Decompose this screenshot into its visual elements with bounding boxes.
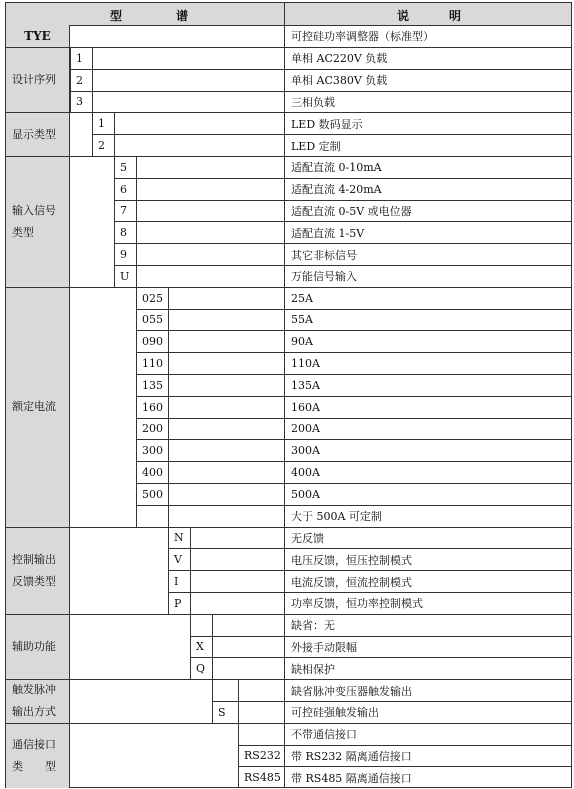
- spacer-cell: [238, 701, 284, 723]
- description-cell: 110A: [284, 352, 571, 374]
- description-cell: 300A: [284, 439, 571, 461]
- code-cell: N: [168, 527, 190, 549]
- code-cell: 2: [70, 69, 92, 91]
- spacer-cell: [92, 91, 284, 113]
- section-label-line: 显示类型: [12, 127, 56, 141]
- description-cell: 适配直流 4-20mA: [284, 178, 571, 200]
- code-cell: [190, 614, 212, 636]
- code-cell: 7: [114, 200, 136, 222]
- header-model-char-1: 型: [110, 9, 123, 23]
- section-label-aux: [6, 614, 70, 679]
- section-label-line: 触发脉冲: [12, 683, 56, 697]
- spacer-cell: [92, 69, 284, 91]
- code-cell: 055: [136, 309, 168, 331]
- spacer-cell: [136, 265, 284, 287]
- model-description: 可控硅功率调整器（标准型）: [284, 25, 571, 47]
- blank-cell: [70, 614, 190, 679]
- code-cell: 3: [70, 91, 92, 113]
- description-cell: 带 RS485 隔离通信接口: [284, 766, 571, 788]
- section-label-line: 控制输出: [12, 552, 56, 566]
- spacer-cell: [168, 330, 284, 352]
- description-cell: 外接手动限幅: [284, 636, 571, 658]
- section-label-line: 类型: [12, 225, 34, 239]
- spacer-cell: [212, 614, 284, 636]
- section-label-line: 设计序列: [12, 73, 56, 87]
- code-cell: RS485: [238, 766, 284, 788]
- description-cell: 缺相保护: [284, 657, 571, 679]
- spacer-cell: [114, 112, 284, 134]
- code-cell: 1: [70, 47, 92, 69]
- blank-cell: [70, 527, 168, 614]
- spacer-cell: [168, 439, 284, 461]
- code-cell: 400: [136, 461, 168, 483]
- spacer-cell: [168, 418, 284, 440]
- spacer-cell: [212, 636, 284, 658]
- code-cell: Q: [190, 657, 212, 679]
- code-cell: 8: [114, 221, 136, 243]
- description-cell: 其它非标信号: [284, 243, 571, 265]
- code-cell: I: [168, 570, 190, 592]
- section-label-display: [6, 112, 70, 156]
- code-cell: 500: [136, 483, 168, 505]
- description-cell: 200A: [284, 418, 571, 440]
- description-cell: 电流反馈，恒流控制模式: [284, 570, 571, 592]
- description-cell: 不带通信接口: [284, 723, 571, 745]
- blank-cell: [70, 287, 136, 527]
- section-label-comm: [6, 723, 70, 788]
- spacer-cell: [168, 396, 284, 418]
- section-label-line: 辅助功能: [12, 639, 56, 653]
- description-cell: 功率反馈，恒功率控制模式: [284, 592, 571, 614]
- spacer-cell: [190, 527, 284, 549]
- model-row: [6, 25, 571, 47]
- header-desc-char-1: 说: [397, 9, 410, 23]
- code-cell: 160: [136, 396, 168, 418]
- description-cell: 55A: [284, 309, 571, 331]
- description-cell: 万能信号输入: [284, 265, 571, 287]
- description-cell: LED 定制: [284, 134, 571, 156]
- spacer-cell: [190, 570, 284, 592]
- description-cell: 适配直流 0-10mA: [284, 156, 571, 178]
- spacer-cell: [190, 592, 284, 614]
- description-cell: 电压反馈，恒压控制模式: [284, 548, 571, 570]
- code-cell: 200: [136, 418, 168, 440]
- spacer-cell: [190, 548, 284, 570]
- description-cell: 缺省：无: [284, 614, 571, 636]
- spacer-cell: [168, 287, 284, 309]
- spacer-cell: [168, 309, 284, 331]
- blank-cell: [70, 679, 212, 723]
- spacer-cell: [136, 178, 284, 200]
- description-cell: 带 RS232 隔离通信接口: [284, 745, 571, 767]
- code-cell: 025: [136, 287, 168, 309]
- description-cell: 单相 AC380V 负载: [284, 69, 571, 91]
- description-cell: 90A: [284, 330, 571, 352]
- header-desc-column: [284, 3, 572, 25]
- spacer-cell: [168, 483, 284, 505]
- description-cell: 25A: [284, 287, 571, 309]
- description-cell: 适配直流 1-5V: [284, 221, 571, 243]
- code-cell: [212, 679, 238, 701]
- code-cell: 9: [114, 243, 136, 265]
- spacer-cell: [168, 352, 284, 374]
- spacer-cell: [168, 374, 284, 396]
- code-cell: 090: [136, 330, 168, 352]
- header-model-column: [6, 3, 284, 25]
- description-cell: LED 数码显示: [284, 112, 571, 134]
- code-cell: U: [114, 265, 136, 287]
- blank-cell: [70, 156, 114, 287]
- section-label-line: 输入信号: [12, 203, 56, 217]
- blank-cell: [70, 723, 238, 788]
- spacer-cell: [136, 200, 284, 222]
- spacer-cell: [136, 221, 284, 243]
- description-cell: 135A: [284, 374, 571, 396]
- description-cell: 400A: [284, 461, 571, 483]
- description-cell: 可控硅强触发输出: [284, 701, 571, 723]
- section-label-trigger: [6, 679, 70, 723]
- description-cell: 适配直流 0-5V 或电位器: [284, 200, 571, 222]
- code-cell: [136, 505, 168, 527]
- spacer-cell: [168, 461, 284, 483]
- section-label-series: [6, 47, 70, 112]
- model-code: TYE: [6, 25, 70, 47]
- spacer-cell: [238, 679, 284, 701]
- table-header: [6, 3, 571, 26]
- spacer-cell: [136, 156, 284, 178]
- section-label-feedback: [6, 527, 70, 614]
- section-label-current: [6, 287, 70, 527]
- section-label-line: 反馈类型: [12, 574, 56, 588]
- code-cell: 110: [136, 352, 168, 374]
- spacer-cell: [168, 505, 284, 527]
- description-cell: 无反馈: [284, 527, 571, 549]
- section-label-line: 类 型: [12, 759, 56, 773]
- code-cell: 135: [136, 374, 168, 396]
- code-cell: 5: [114, 156, 136, 178]
- description-cell: 三相负载: [284, 91, 571, 113]
- section-label-line: 额定电流: [12, 400, 56, 414]
- code-cell: S: [212, 701, 238, 723]
- section-label-line: 通信接口: [12, 737, 56, 751]
- code-cell: RS232: [238, 745, 284, 767]
- description-cell: 单相 AC220V 负载: [284, 47, 571, 69]
- code-cell: V: [168, 548, 190, 570]
- model-spec-table: [5, 2, 572, 788]
- code-cell: 6: [114, 178, 136, 200]
- code-cell: [238, 723, 284, 745]
- description-cell: 160A: [284, 396, 571, 418]
- header-desc-char-2: 明: [449, 9, 462, 23]
- code-cell: 300: [136, 439, 168, 461]
- spacer-cell: [92, 47, 284, 69]
- description-cell: 缺省脉冲变压器触发输出: [284, 679, 571, 701]
- code-cell: X: [190, 636, 212, 658]
- code-cell: P: [168, 592, 190, 614]
- spacer-cell: [136, 243, 284, 265]
- spacer-cell: [212, 657, 284, 679]
- blank-cell: [70, 112, 92, 156]
- code-cell: 1: [92, 112, 114, 134]
- section-label-input: [6, 156, 70, 287]
- description-cell: 大于 500A 可定制: [284, 505, 571, 527]
- description-cell: 500A: [284, 483, 571, 505]
- code-cell: 2: [92, 134, 114, 156]
- header-model-char-2: 谱: [176, 9, 189, 23]
- section-label-line: 输出方式: [12, 705, 56, 719]
- spacer-cell: [114, 134, 284, 156]
